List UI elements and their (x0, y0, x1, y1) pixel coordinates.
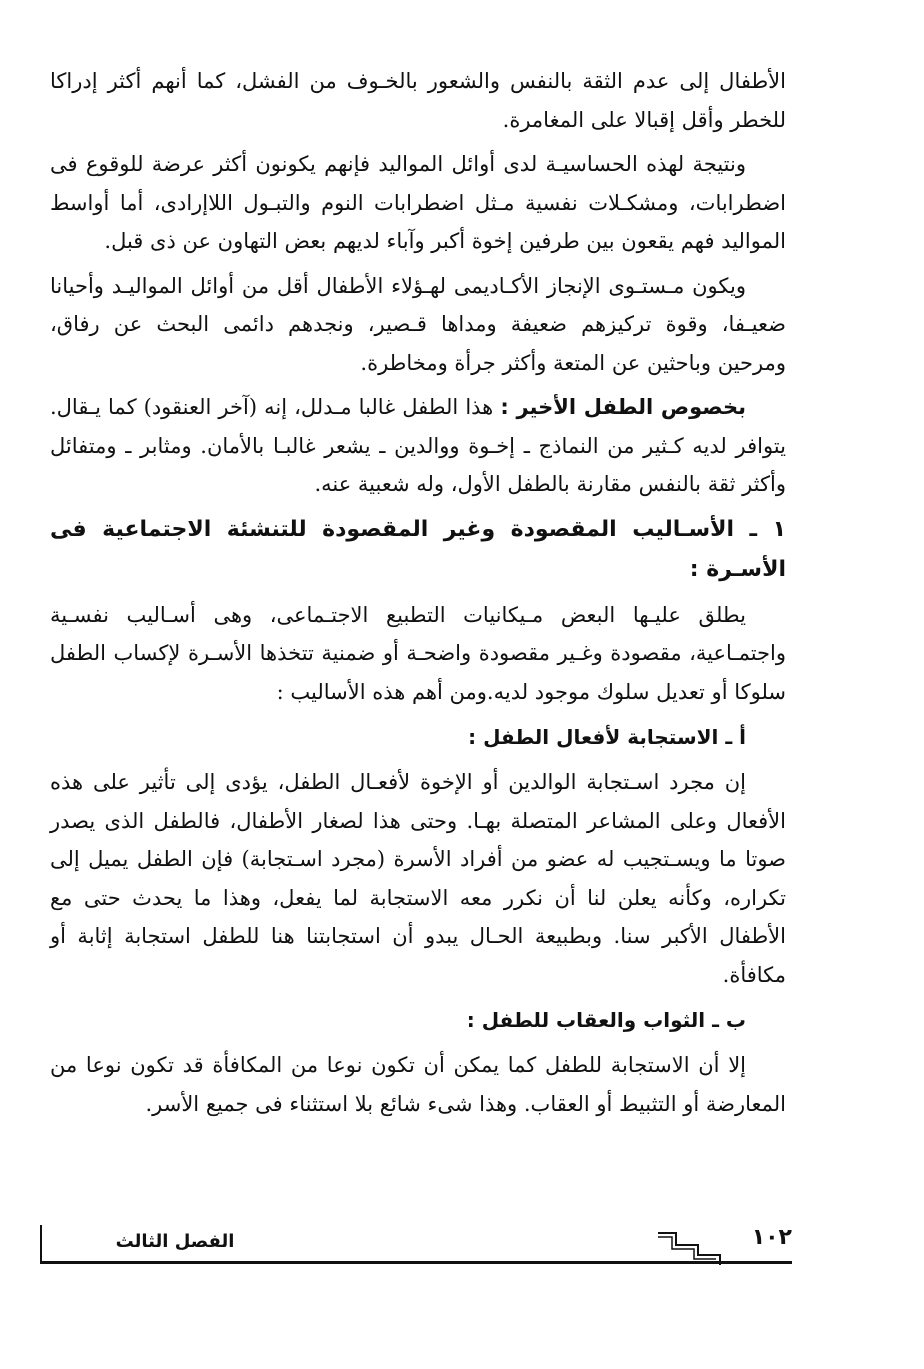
page-number: ١٠٢ (751, 1225, 792, 1250)
paragraph-5: يطلق عليـها البعض مـيكانيات التطبيع الاجتـماعى، وهى أسـاليب نفسـية واجتمـاعية، مقصودة وغـير مقصودة واضحـة أو ضمنية تتخذها الأسـرة لإكساب الطفل سلوكا أو تعديل سلوك موجود لديه.ومن أهم هذه الأساليب : (50, 602, 786, 704)
paragraph-4 (50, 388, 786, 504)
paragraph-7: إلا أن الاستجابة للطفل كما يمكن أن تكون نوعا من المكافأة قد تكون نوعا من المعارضة أو التثبيط أو العقاب. وهذا شىء شائع بلا استثناء فى جميع الأسر. (50, 1053, 786, 1116)
page-footer (40, 1225, 792, 1271)
paragraph-3: ويكون مـستـوى الإنجاز الأكـاديمى لهـؤلاء الأطفال أقل من أوائل المواليـد وأحيانا ضعيـفا، وقوة تركيزهم ضعيفة ومداها قـصير، ونجدهم دائمى البحث عن رفاق، ومرحين وباحثين عن المتعة وأكثر جرأة ومخاطرة. (50, 273, 786, 375)
paragraph-4-body: هذا الطفل غالبا مـدلل، إنه (آخر العنقود) كما يـقال. يتوافر لديه كـثير من النماذج ـ إخـوة ووالدين ـ يشعر غالبـا بالأمان. ومثابر ـ ومتفائل وأكثر ثقة بالنفس مقارنة بالطفل الأول، وله شعبية عنه. (50, 395, 786, 496)
page-body (50, 62, 786, 1123)
paragraph-1: الأطفال إلى عدم الثقة بالنفس والشعور بالخـوف من الفشل، كما أنهم أكثر إدراكا للخطر وأقل إقبالا على المغامرة. (50, 69, 786, 132)
subheading-a: أ ـ الاستجابة لأفعال الطفل : (468, 725, 746, 749)
footer-chapter-title: الفصل الثالث (115, 1231, 235, 1252)
footer-step-ornament (658, 1227, 738, 1267)
section-heading-1: ١ ـ الأسـاليب المقصودة وغير المقصودة للتنشئة الاجتماعية فى الأسـرة : (50, 516, 786, 582)
paragraph-4-lead: بخصوص الطفل الأخير : (500, 395, 746, 419)
paragraph-2: ونتيجة لهذه الحساسيـة لدى أوائل المواليد فإنهم يكونون أكثر عرضة للوقوع فى اضطرابات، ومشكـلات نفسية مـثل اضطرابات النوم والتبـول اللاإرادى، أما أواسط المواليد فهم يقعون بين طرفين إخوة أكبر وآباء لديهم بعض التهاون عن ذى قبل. (50, 152, 786, 253)
paragraph-6: إن مجرد اسـتجابة الوالدين أو الإخوة لأفعـال الطفل، يؤدى إلى تأثير على هذه الأفعال وعلى المشاعر المتصلة بهـا. وحتى هذا لصغار الأطفال، فالطفل الذى يصدر صوتا ما ويسـتجيب له عضو من أفراد الأسرة (مجرد اسـتجابة) فإن الطفل يميل إلى تكراره، وكأنه يعلن لنا أن نكرر معه الاستجابة لما يفعل، وهذا ما يحدث حتى مع الأطفال الأكبر سنا. وبطبيعة الحـال يبدو أن استجابتنا هنا للطفل استجابة إثابة أو مكافأة. (50, 770, 786, 987)
subheading-b: ب ـ الثواب والعقاب للطفل : (466, 1008, 746, 1032)
